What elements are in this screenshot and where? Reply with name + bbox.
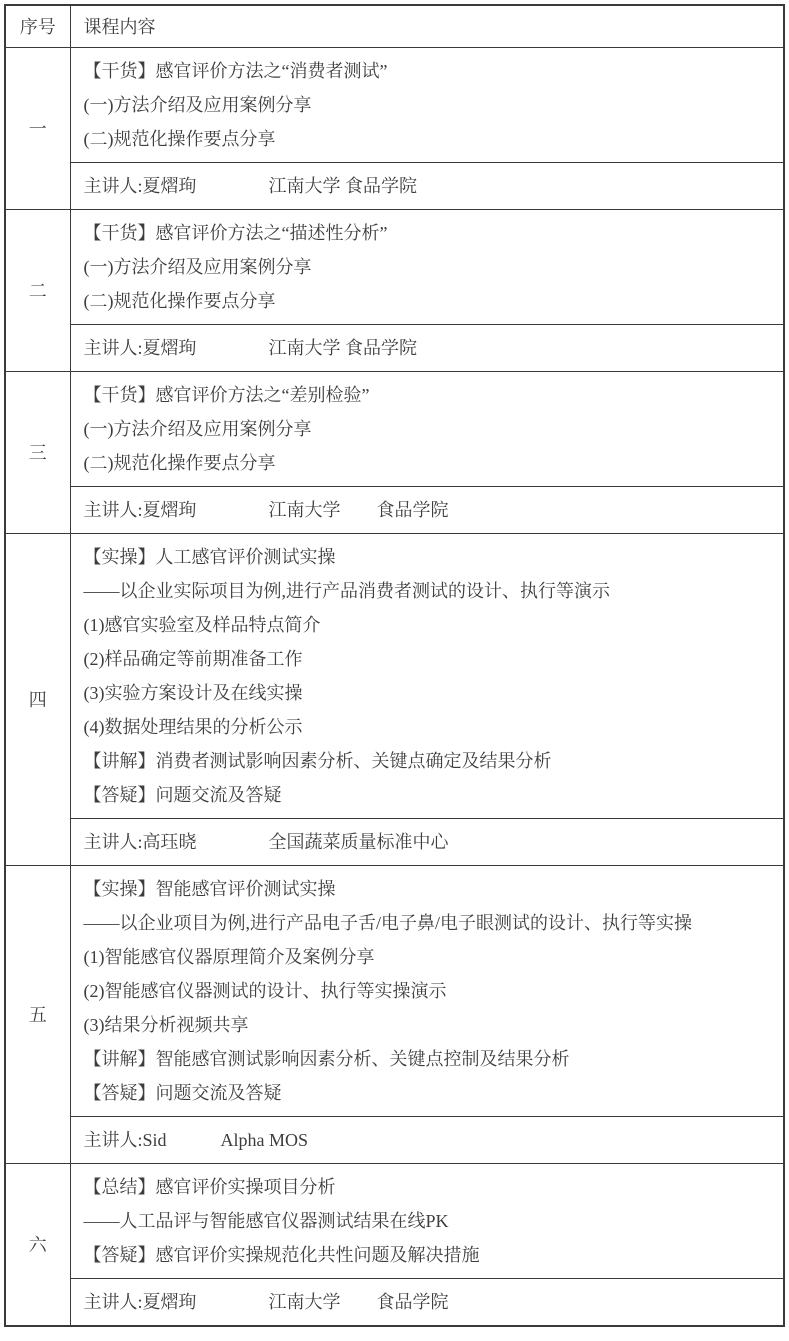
table-row <box>5 1163 784 1278</box>
course-line: (二)规范化操作要点分享 <box>83 452 276 473</box>
row-number: 一 <box>5 47 70 209</box>
row-number: 五 <box>5 865 70 1163</box>
row-number: 三 <box>5 371 70 533</box>
course-line: (4)数据处理结果的分析公示 <box>83 716 303 737</box>
course-line: (一)方法介绍及应用案例分享 <box>83 256 312 277</box>
course-line: (1)智能感官仪器原理简介及案例分享 <box>83 946 375 967</box>
speaker-cell: 主讲人:夏熠珣 江南大学 食品学院 <box>70 324 784 371</box>
course-line: 【干货】感官评价方法之“差别检验” <box>83 384 370 405</box>
course-line: (二)规范化操作要点分享 <box>83 290 276 311</box>
course-line: (二)规范化操作要点分享 <box>83 128 276 149</box>
speaker-row <box>5 486 784 533</box>
course-line: ——以企业实际项目为例,进行产品消费者测试的设计、执行等演示 <box>83 580 610 601</box>
speaker-row <box>5 162 784 209</box>
course-content-cell <box>70 533 784 818</box>
speaker-cell: 主讲人:高珏晓 全国蔬菜质量标准中心 <box>70 818 784 865</box>
speaker-row <box>5 1116 784 1163</box>
speaker-row <box>5 324 784 371</box>
table-row <box>5 371 784 486</box>
row-number: 二 <box>5 209 70 371</box>
course-line: (3)结果分析视频共享 <box>83 1014 249 1035</box>
course-line: (2)样品确定等前期准备工作 <box>83 648 303 669</box>
row-number: 四 <box>5 533 70 865</box>
header-cell-content: 课程内容 <box>70 5 784 47</box>
course-content-cell <box>70 371 784 486</box>
table-header-row <box>5 5 784 47</box>
course-line: (一)方法介绍及应用案例分享 <box>83 94 312 115</box>
speaker-cell: 主讲人:夏熠珣 江南大学 食品学院 <box>70 162 784 209</box>
course-line: 【实操】人工感官评价测试实操 <box>83 546 336 567</box>
course-line: 【答疑】问题交流及答疑 <box>83 784 282 805</box>
course-line: ——以企业项目为例,进行产品电子舌/电子鼻/电子眼测试的设计、执行等实操 <box>83 912 692 933</box>
curriculum-table <box>4 4 785 1327</box>
header-cell-no: 序号 <box>5 5 70 47</box>
course-line: (一)方法介绍及应用案例分享 <box>83 418 312 439</box>
speaker-row <box>5 818 784 865</box>
table-row <box>5 209 784 324</box>
speaker-cell: 主讲人:夏熠珣 江南大学 食品学院 <box>70 1278 784 1326</box>
course-line: 【干货】感官评价方法之“描述性分析” <box>83 222 388 243</box>
speaker-row <box>5 1278 784 1326</box>
course-line: 【答疑】感官评价实操规范化共性问题及解决措施 <box>83 1244 480 1265</box>
course-line: 【讲解】智能感官测试影响因素分析、关键点控制及结果分析 <box>83 1048 570 1069</box>
course-line: 【实操】智能感官评价测试实操 <box>83 878 336 899</box>
course-content-cell <box>70 47 784 162</box>
table-row <box>5 47 784 162</box>
course-line: (2)智能感官仪器测试的设计、执行等实操演示 <box>83 980 447 1001</box>
speaker-cell: 主讲人:Sid Alpha MOS <box>70 1116 784 1163</box>
row-number: 六 <box>5 1163 70 1326</box>
course-line: (1)感官实验室及样品特点简介 <box>83 614 321 635</box>
table-row <box>5 865 784 1116</box>
course-line: 【讲解】消费者测试影响因素分析、关键点确定及结果分析 <box>83 750 552 771</box>
course-line: 【干货】感官评价方法之“消费者测试” <box>83 60 388 81</box>
course-content-cell <box>70 209 784 324</box>
course-line: (3)实验方案设计及在线实操 <box>83 682 303 703</box>
table-row <box>5 533 784 818</box>
course-line: ——人工品评与智能感官仪器测试结果在线PK <box>83 1210 449 1231</box>
speaker-cell: 主讲人:夏熠珣 江南大学 食品学院 <box>70 486 784 533</box>
course-content-cell <box>70 1163 784 1278</box>
course-line: 【总结】感官评价实操项目分析 <box>83 1176 336 1197</box>
course-content-cell <box>70 865 784 1116</box>
course-line: 【答疑】问题交流及答疑 <box>83 1082 282 1103</box>
